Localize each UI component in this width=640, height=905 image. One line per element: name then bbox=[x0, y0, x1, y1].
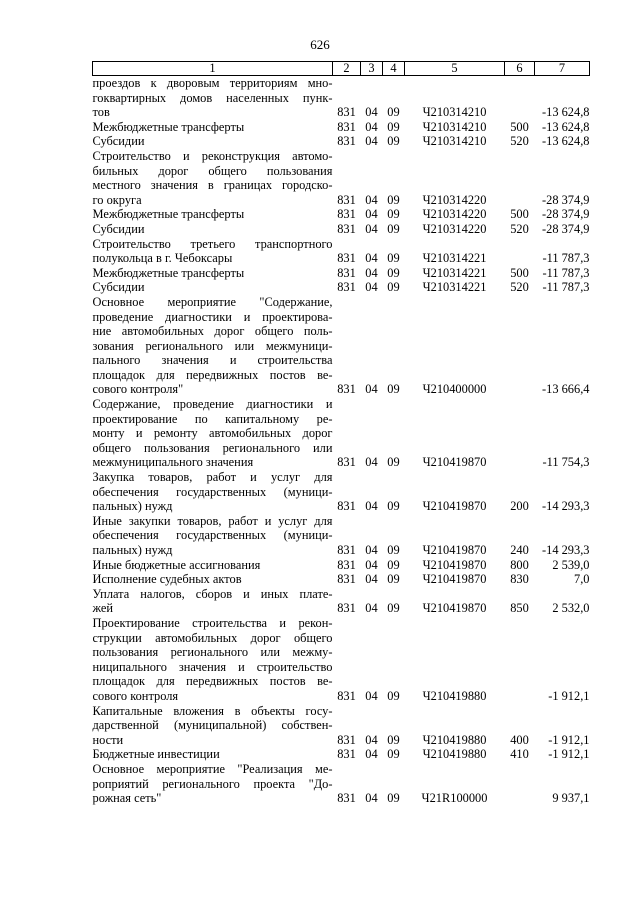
description-line: жей bbox=[92, 601, 114, 616]
ministry-code: 831 bbox=[337, 382, 356, 397]
subsection-code: 09 bbox=[387, 192, 400, 207]
description-line: пальных) нужд bbox=[92, 543, 173, 557]
header-row bbox=[93, 62, 590, 76]
table-row bbox=[93, 747, 590, 762]
subsection-code: 09 bbox=[387, 732, 400, 747]
column-header-2: 2 bbox=[333, 62, 361, 76]
subsection-code: 09 bbox=[387, 557, 400, 572]
row-description bbox=[93, 572, 333, 587]
description-line: пального значения и строительства bbox=[92, 353, 333, 368]
description-line: межмуниципального значения bbox=[92, 455, 254, 470]
description-line: площадок для передвижных постов ве- bbox=[92, 674, 333, 689]
table-row bbox=[93, 295, 590, 397]
amount: -11 787,3 bbox=[542, 251, 590, 266]
table-row bbox=[93, 704, 590, 748]
description-line: сового контроля bbox=[92, 688, 179, 703]
row-description bbox=[93, 280, 333, 295]
target-article-code: Ч210419870 bbox=[422, 601, 487, 616]
expense-type-code bbox=[505, 149, 535, 207]
subsection-code: 09 bbox=[387, 601, 400, 616]
expense-type-code: 240 bbox=[510, 543, 529, 557]
row-description bbox=[93, 207, 333, 222]
expense-type-code: 500 bbox=[510, 119, 529, 134]
ministry-code: 831 bbox=[337, 134, 356, 149]
table-row bbox=[93, 134, 590, 149]
subsection-code: 09 bbox=[387, 251, 400, 266]
description-line: Иные бюджетные ассигнования bbox=[92, 557, 261, 572]
expense-type-code: 200 bbox=[510, 499, 529, 514]
expense-type-code: 830 bbox=[510, 572, 529, 587]
row-description bbox=[93, 237, 333, 266]
description-line: ние автомобильных дорог общего поль- bbox=[92, 324, 333, 339]
amount: -1 912,1 bbox=[548, 688, 590, 703]
table-row bbox=[93, 120, 590, 135]
description-line: Содержание, проведение диагностики и bbox=[92, 397, 333, 412]
description-line: площадок для передвижных постов ве- bbox=[92, 367, 333, 382]
ministry-code: 831 bbox=[337, 499, 356, 514]
subsection-code: 09 bbox=[387, 221, 400, 236]
table-row bbox=[93, 266, 590, 281]
ministry-code: 831 bbox=[337, 688, 356, 703]
description-line: Проектирование строительства и рекон- bbox=[92, 615, 333, 630]
target-article-code: Ч210419870 bbox=[422, 543, 487, 557]
description-line: сового контроля" bbox=[92, 382, 184, 397]
description-line: Межбюджетные трансферты bbox=[92, 207, 245, 222]
amount: -14 293,3 bbox=[542, 543, 590, 557]
amount: -14 293,3 bbox=[542, 499, 590, 514]
description-line: пальных) нужд bbox=[92, 499, 173, 514]
section-code: 04 bbox=[365, 382, 378, 397]
amount: -13 624,8 bbox=[542, 134, 590, 149]
description-line: проектирование по капитальному ре- bbox=[92, 411, 333, 426]
section-code: 04 bbox=[365, 747, 378, 762]
description-line: тов bbox=[92, 105, 110, 120]
subsection-code: 09 bbox=[387, 572, 400, 587]
target-article-code: Ч210314220 bbox=[422, 221, 487, 236]
target-article-code: Ч210419870 bbox=[422, 557, 487, 572]
column-header-1: 1 bbox=[93, 62, 333, 76]
row-description bbox=[93, 514, 333, 558]
subsection-code: 09 bbox=[387, 499, 400, 514]
subsection-code: 09 bbox=[387, 747, 400, 762]
row-description bbox=[93, 134, 333, 149]
row-description bbox=[93, 266, 333, 281]
expense-type-code: 500 bbox=[510, 265, 529, 280]
amount: -28 374,9 bbox=[542, 207, 590, 222]
section-code: 04 bbox=[365, 732, 378, 747]
row-description bbox=[93, 470, 333, 514]
subsection-code: 09 bbox=[387, 543, 400, 557]
table-row bbox=[93, 514, 590, 558]
subsection-code: 09 bbox=[387, 455, 400, 470]
row-description bbox=[93, 76, 333, 120]
target-article-code: Ч210314220 bbox=[422, 207, 487, 222]
section-code: 04 bbox=[365, 265, 378, 280]
amount: 2 539,0 bbox=[552, 557, 590, 572]
description-line: го округа bbox=[92, 192, 142, 207]
description-line: обеспечения государственных (муници- bbox=[92, 528, 333, 543]
row-description bbox=[93, 149, 333, 207]
expense-type-code: 800 bbox=[510, 557, 529, 572]
ministry-code: 831 bbox=[337, 455, 356, 470]
description-line: общего пользования регионального или bbox=[92, 440, 333, 455]
ministry-code: 831 bbox=[337, 280, 356, 295]
target-article-code: Ч21R100000 bbox=[421, 791, 488, 806]
row-description bbox=[93, 222, 333, 237]
target-article-code: Ч210419880 bbox=[422, 688, 487, 703]
expense-type-code: 520 bbox=[510, 134, 529, 149]
table-body bbox=[93, 76, 590, 806]
ministry-code: 831 bbox=[337, 791, 356, 806]
column-header-3: 3 bbox=[361, 62, 383, 76]
expense-type-code bbox=[505, 295, 535, 397]
target-article-code: Ч210419870 bbox=[422, 499, 487, 514]
description-line: Уплата налогов, сборов и иных плате- bbox=[92, 586, 333, 601]
column-header-4: 4 bbox=[383, 62, 405, 76]
section-code: 04 bbox=[365, 280, 378, 295]
section-code: 04 bbox=[365, 601, 378, 616]
section-code: 04 bbox=[365, 105, 378, 120]
table-row bbox=[93, 470, 590, 514]
table-row bbox=[93, 558, 590, 573]
expense-type-code bbox=[505, 76, 535, 120]
expense-type-code: 850 bbox=[510, 601, 529, 616]
subsection-code: 09 bbox=[387, 105, 400, 120]
column-header-5: 5 bbox=[405, 62, 505, 76]
description-line: струкции автомобильных дорог общего bbox=[92, 630, 333, 645]
section-code: 04 bbox=[365, 455, 378, 470]
description-line: Субсидии bbox=[92, 134, 145, 149]
ministry-code: 831 bbox=[337, 192, 356, 207]
section-code: 04 bbox=[365, 251, 378, 266]
description-line: дарственной (муниципальной) собствен- bbox=[92, 718, 333, 733]
expense-type-code: 500 bbox=[510, 207, 529, 222]
table-row bbox=[93, 762, 590, 806]
amount: -1 912,1 bbox=[548, 747, 590, 762]
ministry-code: 831 bbox=[337, 601, 356, 616]
description-line: Капитальные вложения в объекты госу- bbox=[92, 703, 333, 718]
description-line: ности bbox=[92, 732, 124, 747]
table-row bbox=[93, 149, 590, 207]
target-article-code: Ч210400000 bbox=[422, 382, 487, 397]
table-row bbox=[93, 76, 590, 120]
target-article-code: Ч210314210 bbox=[422, 119, 487, 134]
section-code: 04 bbox=[365, 791, 378, 806]
description-line: проведение диагностики и проектирова- bbox=[92, 309, 333, 324]
target-article-code: Ч210419880 bbox=[422, 732, 487, 747]
section-code: 04 bbox=[365, 688, 378, 703]
amount: 9 937,1 bbox=[552, 791, 590, 806]
row-description bbox=[93, 295, 333, 397]
row-description bbox=[93, 120, 333, 135]
amount: 7,0 bbox=[574, 572, 590, 587]
description-line: Закупка товаров, работ и услуг для bbox=[92, 470, 333, 485]
section-code: 04 bbox=[365, 221, 378, 236]
subsection-code: 09 bbox=[387, 134, 400, 149]
row-description bbox=[93, 558, 333, 573]
amount: -11 787,3 bbox=[542, 280, 590, 295]
description-line: местного значения в границах городско- bbox=[92, 178, 333, 193]
description-line: Строительство и реконструкция автомо- bbox=[92, 148, 333, 163]
ministry-code: 831 bbox=[337, 572, 356, 587]
target-article-code: Ч210314221 bbox=[422, 280, 487, 295]
amount: -1 912,1 bbox=[548, 732, 590, 747]
table-header bbox=[93, 62, 590, 76]
description-line: бильных дорог общего пользования bbox=[92, 163, 333, 178]
description-line: гоквартирных домов населенных пунк- bbox=[92, 90, 333, 105]
subsection-code: 09 bbox=[387, 207, 400, 222]
row-description bbox=[93, 747, 333, 762]
table-row bbox=[93, 222, 590, 237]
amount: -11 787,3 bbox=[542, 265, 590, 280]
subsection-code: 09 bbox=[387, 688, 400, 703]
target-article-code: Ч210419870 bbox=[422, 455, 487, 470]
ministry-code: 831 bbox=[337, 207, 356, 222]
description-line: обеспечения государственных (муници- bbox=[92, 484, 333, 499]
description-line: Бюджетные инвестиции bbox=[92, 747, 220, 762]
table-row bbox=[93, 237, 590, 266]
table-row bbox=[93, 587, 590, 616]
amount: -28 374,9 bbox=[542, 192, 590, 207]
ministry-code: 831 bbox=[337, 557, 356, 572]
table-row bbox=[93, 397, 590, 470]
description-line: ниципального значения и строительство bbox=[92, 659, 333, 674]
expense-type-code: 520 bbox=[510, 221, 529, 236]
subsection-code: 09 bbox=[387, 382, 400, 397]
target-article-code: Ч210419880 bbox=[422, 747, 487, 762]
amount: 2 532,0 bbox=[552, 601, 590, 616]
ministry-code: 831 bbox=[337, 265, 356, 280]
table-row bbox=[93, 280, 590, 295]
row-description bbox=[93, 397, 333, 470]
subsection-code: 09 bbox=[387, 791, 400, 806]
expense-type-code bbox=[505, 762, 535, 806]
expense-type-code bbox=[505, 397, 535, 470]
target-article-code: Ч210314221 bbox=[422, 251, 487, 266]
column-header-7: 7 bbox=[535, 62, 590, 76]
description-line: Межбюджетные трансферты bbox=[92, 265, 245, 280]
ministry-code: 831 bbox=[337, 747, 356, 762]
section-code: 04 bbox=[365, 499, 378, 514]
budget-table bbox=[92, 61, 590, 806]
subsection-code: 09 bbox=[387, 280, 400, 295]
amount: -13 666,4 bbox=[542, 382, 590, 397]
column-header-6: 6 bbox=[505, 62, 535, 76]
row-description bbox=[93, 704, 333, 748]
description-line: Строительство третьего транспортного bbox=[92, 236, 333, 251]
target-article-code: Ч210314221 bbox=[422, 265, 487, 280]
expense-type-code: 400 bbox=[510, 732, 529, 747]
target-article-code: Ч210314210 bbox=[422, 134, 487, 149]
expense-type-code: 520 bbox=[510, 280, 529, 295]
row-description bbox=[93, 616, 333, 704]
ministry-code: 831 bbox=[337, 221, 356, 236]
amount: -28 374,9 bbox=[542, 221, 590, 236]
amount: -13 624,8 bbox=[542, 119, 590, 134]
section-code: 04 bbox=[365, 543, 378, 557]
target-article-code: Ч210419870 bbox=[422, 572, 487, 587]
ministry-code: 831 bbox=[337, 119, 356, 134]
section-code: 04 bbox=[365, 134, 378, 149]
amount: -13 624,8 bbox=[542, 105, 590, 120]
table-row bbox=[93, 572, 590, 587]
section-code: 04 bbox=[365, 192, 378, 207]
section-code: 04 bbox=[365, 207, 378, 222]
target-article-code: Ч210314220 bbox=[422, 192, 487, 207]
description-line: Межбюджетные трансферты bbox=[92, 119, 245, 134]
description-line: Основное мероприятие "Реализация ме- bbox=[92, 761, 333, 776]
description-line: роприятий регионального проекта "До- bbox=[92, 776, 333, 791]
description-line: Основное мероприятие "Содержание, bbox=[92, 294, 333, 309]
table-row bbox=[93, 207, 590, 222]
description-line: монту и ремонту автомобильных дорог bbox=[92, 426, 333, 441]
section-code: 04 bbox=[365, 557, 378, 572]
page-number: 626 bbox=[310, 37, 330, 52]
row-description bbox=[93, 587, 333, 616]
row-description bbox=[93, 762, 333, 806]
ministry-code: 831 bbox=[337, 543, 356, 557]
description-line: Исполнение судебных актов bbox=[92, 572, 242, 587]
expense-type-code: 410 bbox=[510, 747, 529, 762]
description-line: полукольца в г. Чебоксары bbox=[92, 251, 233, 266]
expense-type-code bbox=[505, 616, 535, 704]
subsection-code: 09 bbox=[387, 119, 400, 134]
description-line: проездов к дворовым территориям мно- bbox=[92, 76, 333, 90]
description-line: пользования регионального или межму- bbox=[92, 645, 333, 660]
section-code: 04 bbox=[365, 119, 378, 134]
description-line: Субсидии bbox=[92, 221, 145, 236]
description-line: рожная сеть" bbox=[92, 791, 162, 806]
amount: -11 754,3 bbox=[542, 455, 590, 470]
expense-type-code bbox=[505, 237, 535, 266]
description-line: зования регионального или межмуници- bbox=[92, 338, 333, 353]
target-article-code: Ч210314210 bbox=[422, 105, 487, 120]
subsection-code: 09 bbox=[387, 265, 400, 280]
ministry-code: 831 bbox=[337, 105, 356, 120]
ministry-code: 831 bbox=[337, 732, 356, 747]
section-code: 04 bbox=[365, 572, 378, 587]
table-row bbox=[93, 616, 590, 704]
ministry-code: 831 bbox=[337, 251, 356, 266]
description-line: Субсидии bbox=[92, 280, 145, 295]
description-line: Иные закупки товаров, работ и услуг для bbox=[92, 513, 333, 528]
